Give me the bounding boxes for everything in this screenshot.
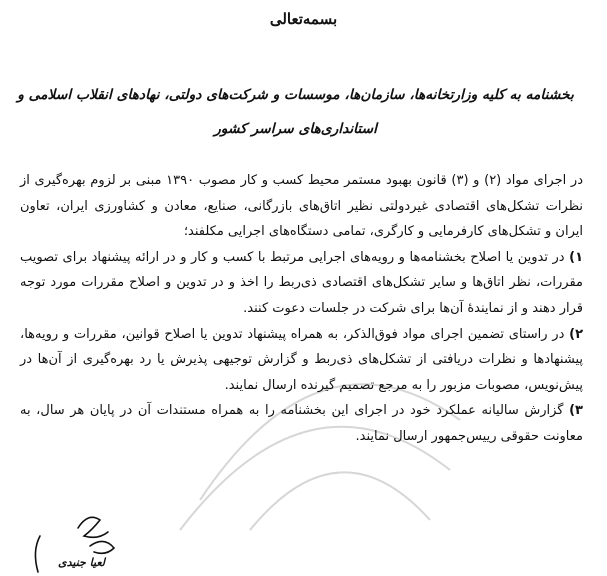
signatory-name: لعیا جنیدی bbox=[58, 556, 105, 569]
basmala-heading: بسمه‌تعالی bbox=[269, 10, 338, 28]
item-1-text: در تدوین یا اصلاح بخشنامه‌ها و رویه‌های اجرایی مرتبط با کسب و کار و در ارائه پیشنهاد برای تصویب مقررات، نظر اتاق‌ها و سایر تشکل‌های اقتصادی ذی‌ربط را اخذ و در تدوین و اصلاح مقررات مورد توجه قرار دهند و از نمایندهٔ آن‌ها برای شرکت در جلسات دعوت کنند. bbox=[20, 249, 583, 316]
item-1 bbox=[20, 245, 583, 322]
item-3-number: ۳) bbox=[569, 403, 583, 419]
item-3-text: گزارش سالیانه عملکرد خود در اجرای این بخشنامه را به همراه مستندات آن در پایان هر سال، به معاونت حقوقی رییس‌جمهور ارسال نمایند. bbox=[20, 403, 583, 444]
intro-paragraph: در اجرای مواد (۲) و (۳) قانون بهبود مستمر محیط کسب و کار مصوب ۱۳۹۰ مبنی بر لزوم بهره‌گیری از نظرات تشکل‌های اقتصادی غیردولتی نظیر اتاق‌های بازرگانی، صنایع، معادن و کشاورزی ایران، تعاون ایران و تشکل‌های کارفرمایی و کارگری، تمامی دستگاه‌های اجرایی مکلفند؛ bbox=[20, 173, 583, 240]
item-2-text: در راستای تضمین اجرای مواد فوق‌الذکر، به همراه پیشنهاد تدوین یا اصلاح قوانین، مقررات و رویه‌ها، پیشنهادها و نظرات دریافتی از تشکل‌های ذی‌ربط و گزارش توجیهی پذیرش یا رد بهره‌گیری از آن‌ها در پیش‌نویس، مصوبات مزبور را به مرجع تصمیم گیرنده ارسال نمایند. bbox=[20, 326, 583, 393]
title-line-1: بخشنامه به کلیه وزارتخانه‌ها، سازمان‌ها، موسسات و شرکت‌های دولتی، نهادهای انقلاب اسلامی و bbox=[17, 87, 574, 103]
item-2 bbox=[20, 322, 583, 399]
circular-body bbox=[20, 168, 583, 450]
item-2-number: ۲) bbox=[569, 326, 583, 342]
title-line-2: استانداری‌های سراسر کشور bbox=[214, 121, 377, 137]
item-1-number: ۱) bbox=[569, 249, 583, 265]
circular-title bbox=[14, 78, 577, 146]
item-3 bbox=[20, 398, 583, 449]
